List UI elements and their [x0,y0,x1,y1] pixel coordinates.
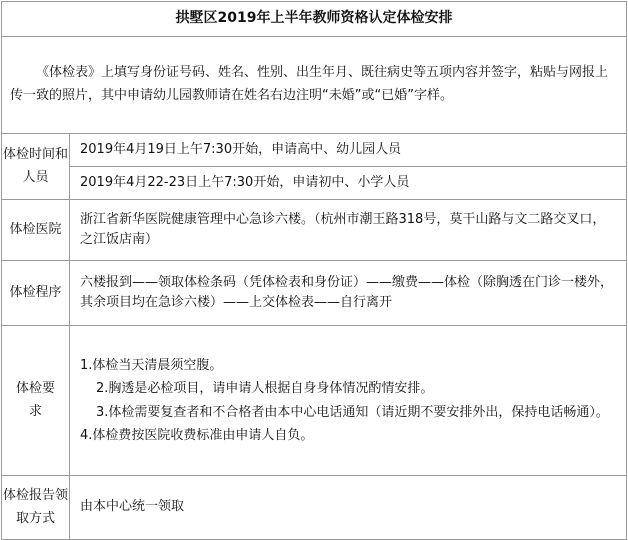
requirements-label: 体检要求 [2,326,70,476]
requirements-list [80,354,616,448]
intro-paragraph: 《体检表》上填写身份证号码、姓名、性别、出生年月、既往病史等五项内容并签字，粘贴与网报上传一致的照片，其中申请幼儿园教师请在姓名右边注明“未婚”或“已婚”字样。 [2,37,627,134]
document-title: 拱墅区2019年上半年教师资格认定体检安排 [2,2,627,37]
procedure-label: 体检程序 [2,261,70,326]
time-label: 体检时间和人员 [2,134,70,200]
schedule-table [1,1,627,540]
time-value-1: 2019年4月19日上午7:30开始，申请高中、幼儿园人员 [70,134,627,167]
report-value: 由本中心统一领取 [70,476,627,540]
procedure-value: 六楼报到——领取体检条码（凭体检表和身份证）——缴费——体检（除胸透在门诊一楼外，其余项目均在急诊六楼）——上交体检表——自行离开 [70,261,627,326]
requirement-item: 4.体检费按医院收费标准由申请人自负。 [80,427,314,443]
report-label: 体检报告领取方式 [2,476,70,540]
requirement-item: 2.胸透是必检项目，请申请人根据自身身体情况酌情安排。 [96,381,434,397]
exam-schedule-document [1,1,627,526]
hospital-label: 体检医院 [2,200,70,261]
requirement-item: 1.体检当天清晨须空腹。 [80,357,223,373]
hospital-value: 浙江省新华医院健康管理中心急诊六楼。（杭州市潮王路318号，莫干山路与文二路交叉口，之江饭店南） [70,200,627,261]
requirement-item: 3.体检需要复查者和不合格者由本中心电话通知（请近期不要安排外出，保持电话畅通）。 [96,404,609,420]
time-value-2: 2019年4月22-23日上午7:30开始，申请初中、小学人员 [70,167,627,200]
requirements-value [70,326,627,476]
